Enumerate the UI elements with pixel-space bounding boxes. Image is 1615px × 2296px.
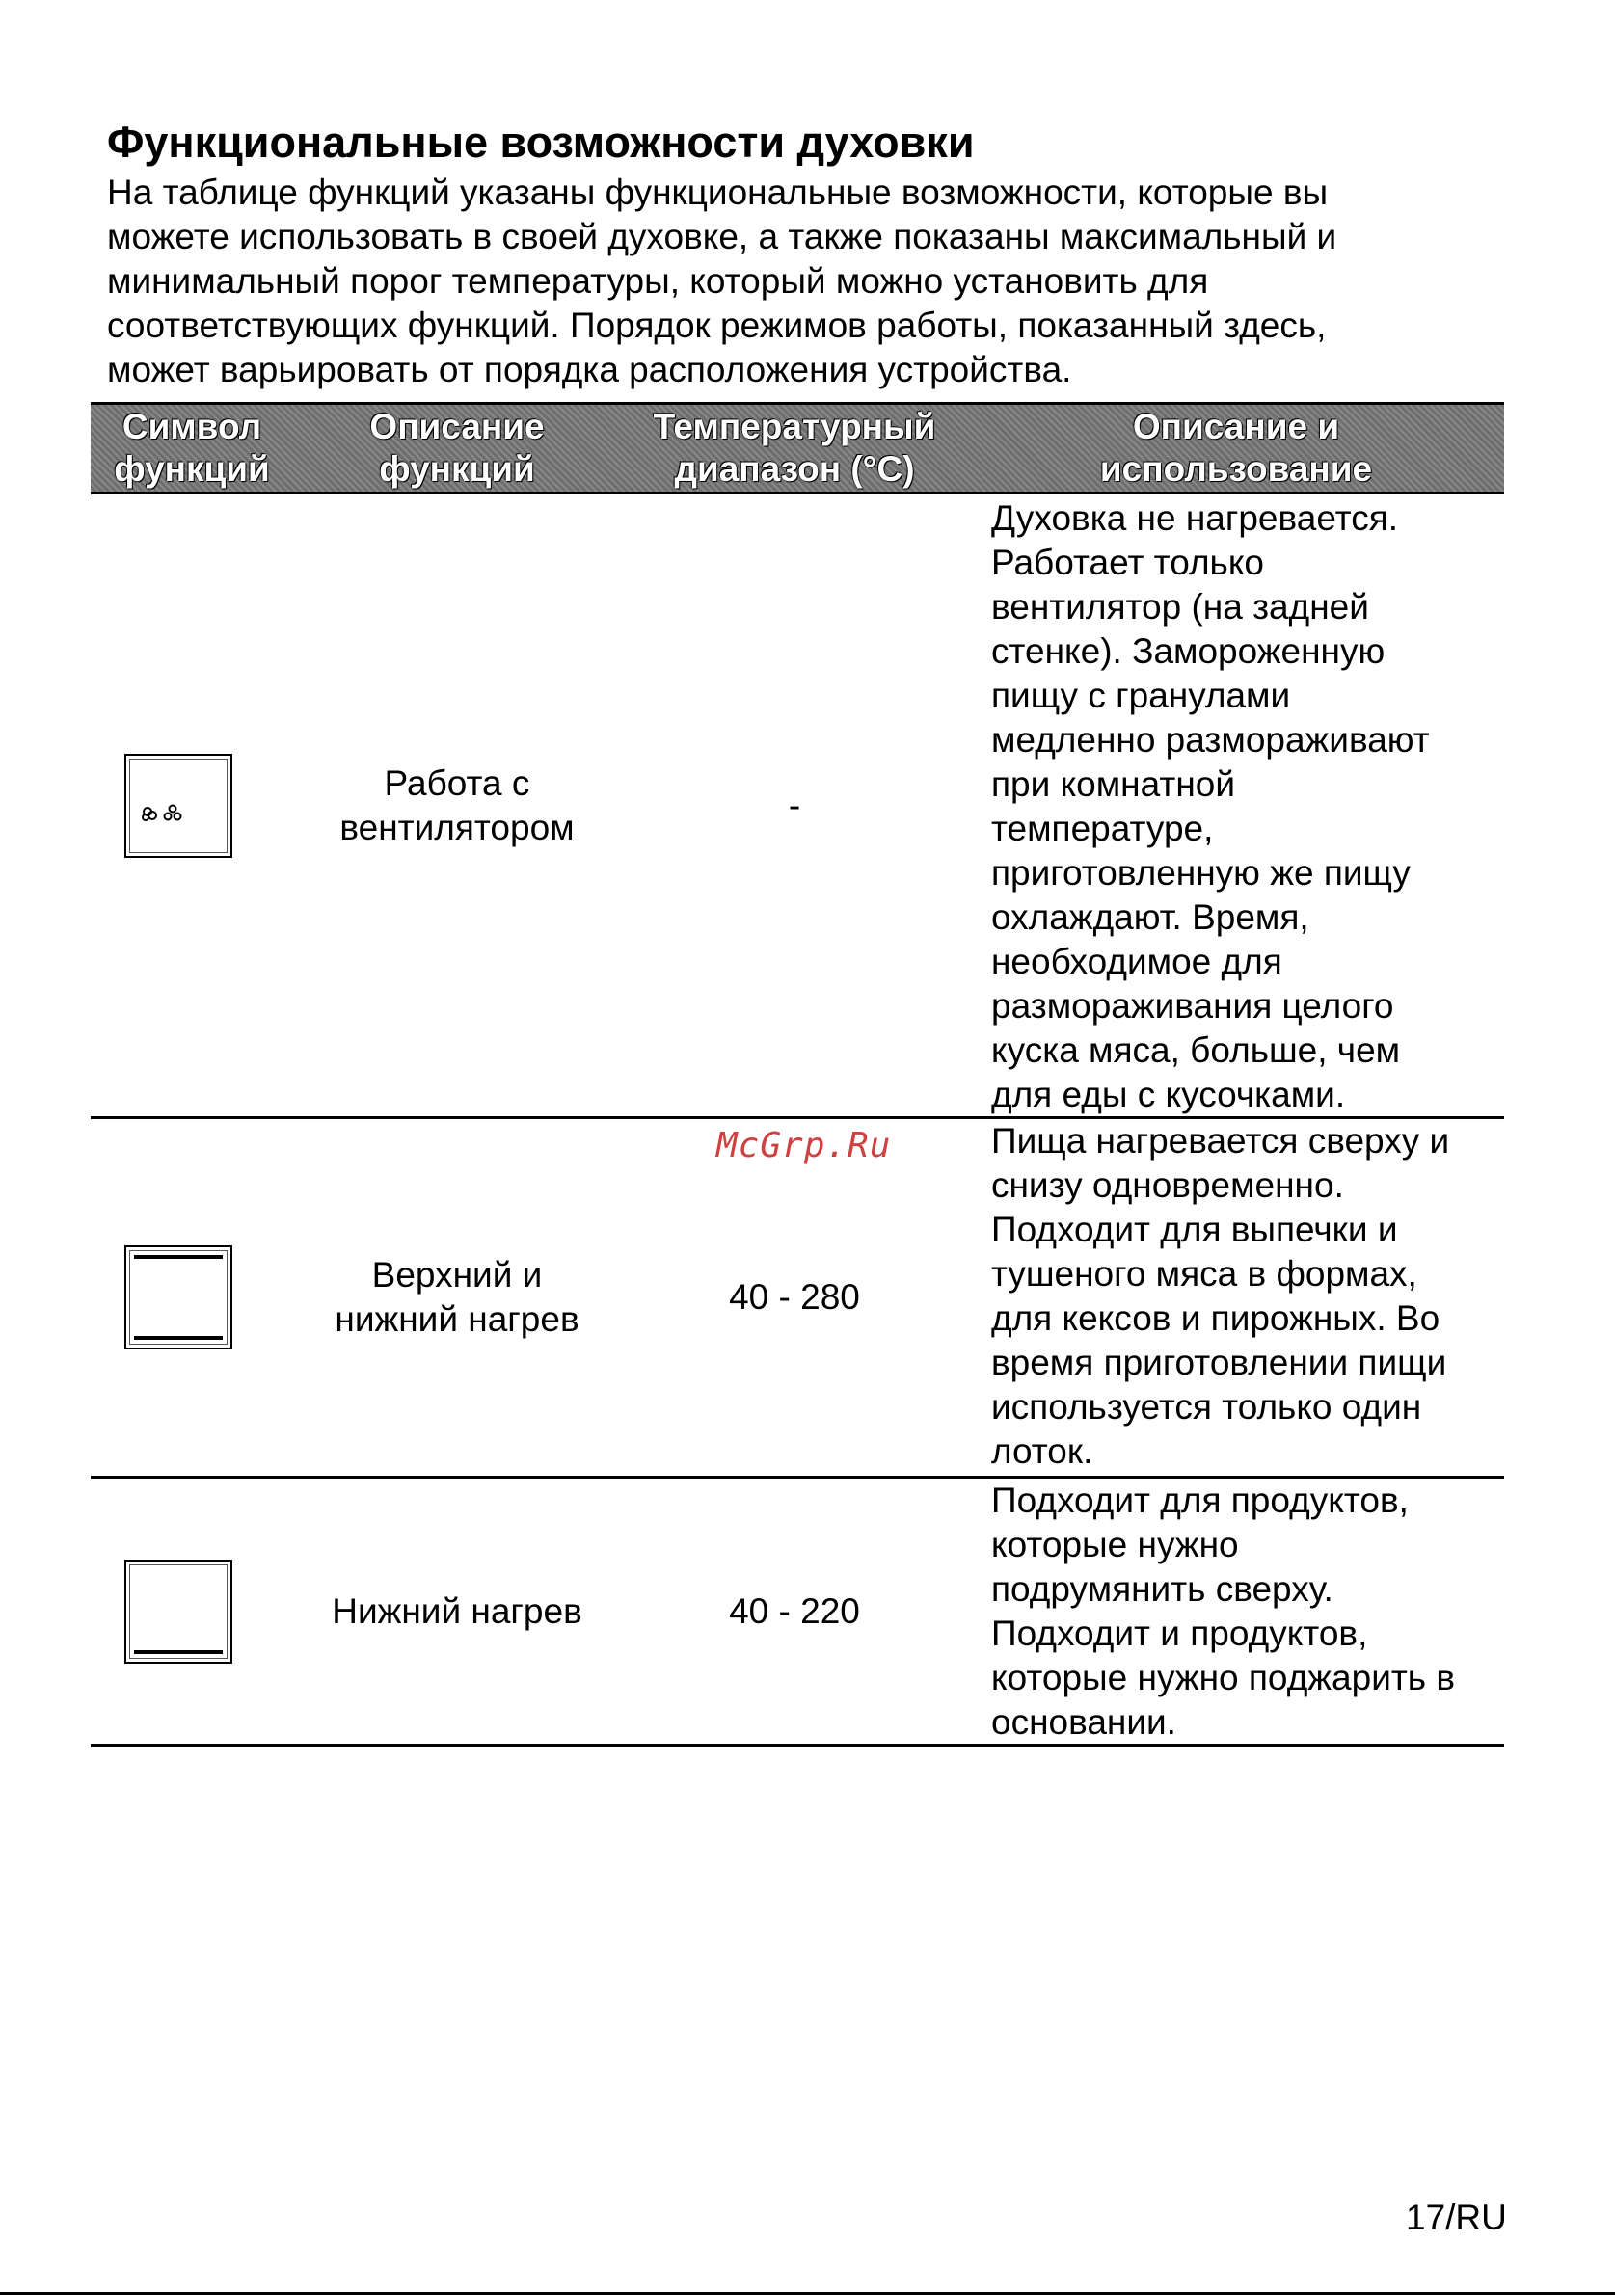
- temperature-cell: 40 - 280: [729, 1277, 860, 1317]
- usage-line: Духовка не нагревается.: [991, 498, 1399, 538]
- usage-line: вентилятор (на задней: [991, 587, 1369, 627]
- usage-cell: [968, 1479, 1504, 1744]
- usage-line: время приготовлении пищи: [991, 1343, 1447, 1382]
- usage-line: стенке). Замороженную: [991, 631, 1386, 671]
- usage-line: лоток.: [991, 1431, 1093, 1471]
- header-description: [293, 405, 621, 492]
- symbol-cell: [91, 1479, 293, 1744]
- usage-line: температуре,: [991, 809, 1214, 848]
- temperature-cell: -: [788, 785, 801, 825]
- header-text: функций: [379, 449, 535, 489]
- header-text: функций: [114, 449, 270, 489]
- header-text: Символ: [121, 407, 262, 446]
- intro-paragraph: [107, 171, 1534, 392]
- header-text: диапазон (°C): [674, 449, 915, 489]
- usage-line: используется только один: [991, 1387, 1422, 1427]
- header-usage: [968, 405, 1504, 492]
- usage-line: Работает только: [991, 543, 1265, 582]
- intro-line: соответствующих функций. Порядок режимов работы, показанный здесь,: [107, 306, 1327, 345]
- usage-line: которые нужно: [991, 1525, 1239, 1564]
- functions-table: [91, 402, 1504, 1747]
- function-name-cell: [293, 494, 621, 1116]
- usage-line: приготовленную же пищу: [991, 853, 1411, 893]
- usage-line: необходимое для: [991, 942, 1282, 981]
- usage-line: пищу с гранулами: [991, 676, 1291, 715]
- header-text: использование: [1099, 449, 1373, 489]
- page-number: 17/RU: [1406, 2198, 1507, 2237]
- header-text: Температурный: [653, 407, 936, 446]
- temperature-cell: 40 - 220: [729, 1590, 860, 1631]
- page-bottom-rule: [0, 2292, 1615, 2295]
- usage-line: куска мяса, больше, чем: [991, 1030, 1401, 1070]
- usage-line: для кексов и пирожных. Во: [991, 1298, 1440, 1338]
- table-row: [91, 1119, 1504, 1479]
- usage-line: медленно размораживают: [991, 720, 1430, 760]
- usage-line: для еды с кусочками.: [991, 1075, 1346, 1114]
- usage-line: снизу одновременно.: [991, 1165, 1344, 1205]
- symbol-cell: [91, 1119, 293, 1476]
- function-name: Верхний и: [371, 1255, 543, 1295]
- usage-line: Пища нагревается сверху и: [991, 1121, 1450, 1161]
- usage-line: охлаждают. Время,: [991, 897, 1309, 937]
- intro-line: может варьировать от порядка расположения устройства.: [107, 350, 1072, 389]
- watermark: McGrp.Ru: [716, 1126, 892, 1165]
- usage-line: размораживания целого: [991, 986, 1394, 1026]
- top-bottom-heat-symbol: [124, 1245, 232, 1349]
- function-name: Работа с: [384, 762, 530, 803]
- usage-line: основании.: [991, 1702, 1176, 1742]
- function-name-cell: [293, 1119, 621, 1476]
- page-title: Функциональные возможности духовки: [107, 118, 975, 167]
- table-row: [91, 1479, 1504, 1747]
- header-temperature: [621, 405, 968, 492]
- symbol-cell: [91, 494, 293, 1116]
- bottom-heat-bar-icon: [134, 1650, 223, 1654]
- header-symbol: [91, 405, 293, 492]
- function-name: Нижний нагрев: [332, 1590, 582, 1631]
- usage-line: Подходит для выпечки и: [991, 1210, 1398, 1249]
- table-row: [91, 494, 1504, 1119]
- function-name: вентилятором: [339, 807, 575, 847]
- table-header: [91, 402, 1504, 494]
- usage-cell: [968, 494, 1504, 1116]
- usage-line: при комнатной: [991, 764, 1236, 804]
- function-name-cell: [293, 1479, 621, 1744]
- bottom-heat-symbol: [124, 1560, 232, 1664]
- usage-line: тушеного мяса в формах,: [991, 1254, 1417, 1294]
- function-name: нижний нагрев: [335, 1299, 579, 1339]
- usage-line: подрумянить сверху.: [991, 1569, 1333, 1609]
- intro-line: На таблице функций указаны функциональные возможности, которые вы: [107, 173, 1329, 212]
- intro-line: минимальный порог температуры, который можно установить для: [107, 261, 1209, 301]
- header-text: Описание: [369, 407, 545, 446]
- usage-cell: [968, 1119, 1504, 1476]
- bottom-heat-bar-icon: [134, 1336, 223, 1340]
- intro-line: можете использовать в своей духовке, а также показаны максимальный и: [107, 217, 1337, 256]
- fan-symbol: [124, 754, 232, 858]
- usage-line: которые нужно поджарить в: [991, 1658, 1456, 1697]
- fan-icon: [138, 802, 196, 825]
- top-heat-bar-icon: [134, 1255, 223, 1259]
- usage-line: Подходит и продуктов,: [991, 1614, 1368, 1653]
- header-text: Описание и: [1132, 407, 1340, 446]
- usage-line: Подходит для продуктов,: [991, 1481, 1409, 1520]
